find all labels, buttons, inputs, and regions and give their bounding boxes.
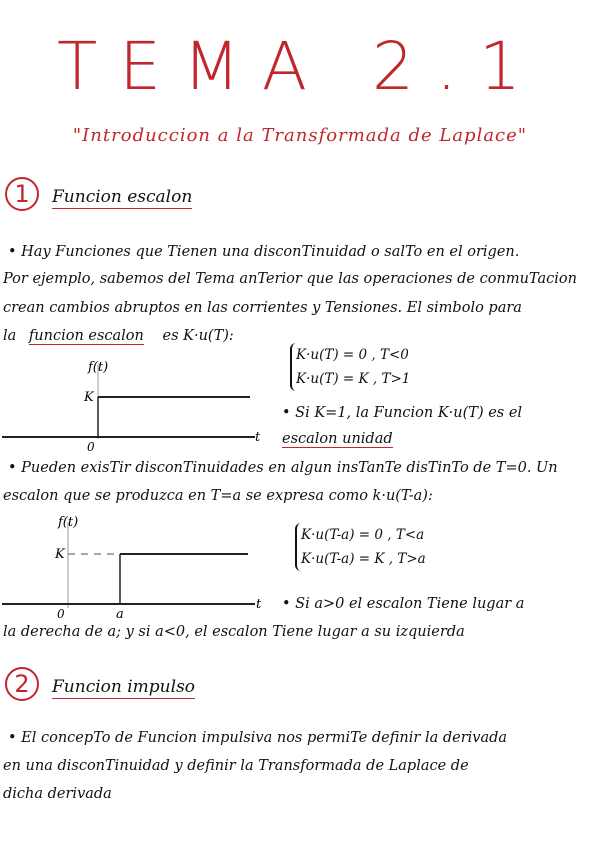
paragraph-line: escalon que se produzca en T=a se expresa como k·u(T-a): bbox=[3, 488, 433, 504]
section-title-impulso: Funcion impulso bbox=[52, 677, 196, 697]
term-funcion-escalon: funcion escalon bbox=[28, 328, 144, 344]
page-subtitle: "Introduccion a la Transformada de Laplace" bbox=[72, 125, 528, 146]
paragraph-line: crean cambios abruptos en las corrientes y Tensiones. El simbolo para bbox=[3, 300, 522, 316]
paragraph-line bbox=[3, 328, 234, 344]
x-axis-label: t bbox=[255, 430, 261, 445]
paragraph-line: en una disconTinuidad y definir la Transformada de Laplace de bbox=[3, 758, 469, 774]
paragraph-line: dicha derivada bbox=[3, 786, 112, 802]
x-axis-label: t bbox=[256, 597, 262, 612]
paragraph-line: • Hay Funciones que Tienen una disconTinuidad o salTo en el origen. bbox=[8, 244, 520, 260]
paragraph-line: Por ejemplo, sabemos del Tema anTerior que las operaciones de conmuTacion bbox=[3, 271, 577, 287]
term-escalon-unidad: escalon unidad bbox=[282, 431, 393, 447]
note-line: • Si a>0 el escalon Tiene lugar a bbox=[282, 596, 525, 612]
section-title-escalon: Funcion escalon bbox=[52, 187, 193, 207]
section-number-1: 1 bbox=[5, 177, 39, 211]
shifted-step-graph bbox=[0, 510, 275, 622]
k-label: K bbox=[55, 547, 65, 562]
y-axis-label: f(t) bbox=[58, 515, 79, 530]
piecewise-line: K·u(T-a) = 0 , T<a bbox=[301, 527, 425, 543]
k-label: K bbox=[84, 390, 94, 405]
y-axis-label: f(t) bbox=[88, 360, 109, 375]
origin-label: 0 bbox=[57, 607, 65, 621]
piecewise-definition bbox=[295, 523, 426, 571]
section-number-2: 2 bbox=[5, 667, 39, 701]
piecewise-definition bbox=[290, 343, 410, 391]
piecewise-line: K·u(T-a) = K , T>a bbox=[301, 551, 426, 567]
text: es K·u(T): bbox=[162, 328, 234, 344]
text: la bbox=[3, 328, 17, 344]
piecewise-line: K·u(T) = K , T>1 bbox=[296, 371, 411, 387]
piecewise-line: K·u(T) = 0 , T<0 bbox=[296, 347, 409, 363]
paragraph-line: • Pueden exisTir disconTinuidades en algun insTanTe disTinTo de T=0. Un bbox=[8, 460, 558, 476]
paragraph-line: • El concepTo de Funcion impulsiva nos permiTe definir la derivada bbox=[8, 730, 508, 746]
step-function-graph bbox=[0, 355, 270, 455]
page-title: TEMA 2.1 bbox=[56, 28, 544, 105]
note-line: la derecha de a; y si a<0, el escalon Tiene lugar a su izquierda bbox=[3, 624, 465, 640]
note-line: • Si K=1, la Funcion K·u(T) es el bbox=[282, 405, 523, 421]
a-label: a bbox=[116, 607, 124, 622]
origin-label: 0 bbox=[87, 440, 95, 454]
